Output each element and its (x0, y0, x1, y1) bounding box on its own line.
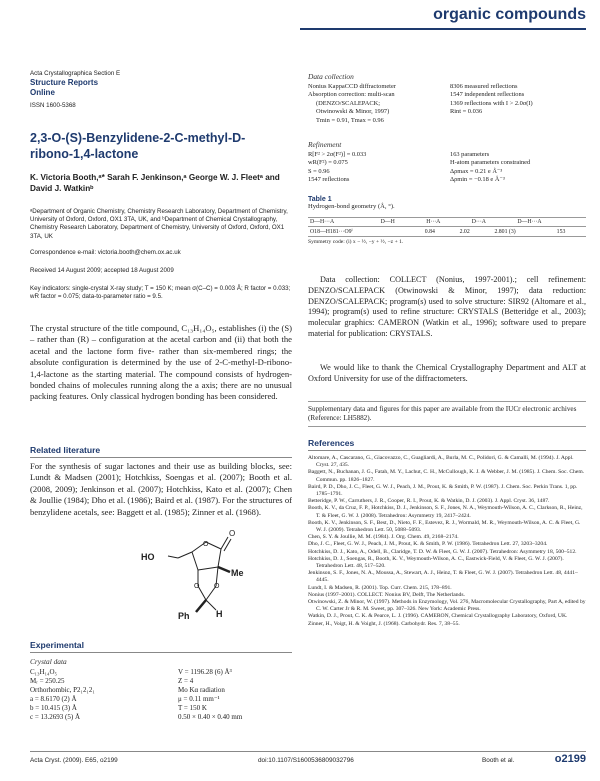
related-rule (30, 457, 292, 458)
reference-item: Watkin, D. J., Prout, C. K. & Pearce, L. J. (1996). CAMERON, Chemical Crystallography Laboratory, Oxford, UK. (308, 613, 568, 620)
dc-param: (DENZO/SCALEPACK; (316, 99, 381, 107)
reference-item: Lundt, I. & Madsen, R. (2001). Top. Curr. Chem. 215, 178–891. (308, 584, 452, 591)
chemical-structure (140, 520, 275, 625)
reference-item: Booth, K. V., da Cruz, F. P., Hotchkiss, D. J., Jenkinson, S. F., Jones, N. A., Weymouth-Wilson, A. C., Clarkson, R., Heinz, T. & Fleet, G. W. J. (2008). Tetrahedron: Asymmetry 19, 2417–2424. (308, 505, 583, 519)
table-rule (308, 226, 586, 227)
authors: K. Victoria Booth,ᵃ* Sarah F. Jenkinson,ᵃ George W. J. Fleetᵃ and David J. Watkinᵇ (30, 173, 280, 193)
reference-item: Betteridge, P. W., Carruthers, J. R., Cooper, R. I., Prout, K. & Watkin, D. J. (2003). J. Appl. Cryst. 36, 1487. (308, 498, 550, 505)
online-label: Online (30, 88, 55, 98)
reference-item: Dho, J. C., Fleet, G. W. J., Peach, J. M., Prout, K. & Smith, P. W. (1986). Tetrahedron Lett. 27, 3203–3204. (308, 541, 548, 548)
acetal-oxygen-left-label: O (194, 583, 200, 590)
crystal-param: 0.50 × 0.40 × 0.40 mm (178, 713, 243, 721)
references-rule (308, 450, 586, 451)
crystal-data-heading: Crystal data (30, 657, 67, 666)
supplementary-box (308, 401, 586, 426)
refinement-heading: Refinement (308, 140, 342, 149)
crystal-param: c = 13.2693 (5) Å (30, 713, 81, 721)
bond (221, 537, 228, 549)
bond (218, 549, 221, 567)
abstract: The crystal structure of the title compound, C₁₃H₁₄O₅, establishes (i) the (S) – rather than (R) – configuration at the acetal carbon and (ii) that both the acetal and the lactone form five- rather than six-membered rings; the absolute configuration is determined by the use of 2-C-methyl-D-ribono-1,4-lactone as the starting material. The compound consists of hydrogen-bonded chains of molecules running along the a axis; there are no unusual packing features. Only classical hydrogen bonding has been considered. (30, 323, 292, 402)
related-text: For the synthesis of sugar lactones and their use as building blocks, see: Lundt & Madsen (2001); Hotchkiss, Soengas et al. (2007); Booth et al. (2008, 2009); Jenkinson et al. (2007); Hotchkiss, Kato et al. (2007); Chen & Joullie (1984); Dho et al. (1986); Baird et al. (1987). For the structures of benzylidene acetals, see: Baggett et al. (1985); Zinner et al. (1968). (30, 461, 292, 517)
table-header-cell: D—H···A (310, 218, 335, 225)
bond (206, 600, 216, 610)
reference-item: Hotchkiss, D. J., Kato, A., Odell, B., Claridge, T. D. W. & Fleet, G. W. J. (2007). Tetrahedron: Asymmetry 18, 500–512. (308, 548, 577, 555)
hbond-table (308, 218, 586, 226)
article-title: 2,3-O-(S)-Benzylidene-2-C-methyl-D-ribono-1,4-lactone (30, 131, 246, 161)
issn: ISSN 1600-5368 (30, 102, 76, 110)
crystal-data-left (30, 668, 160, 722)
ref-param: R[F² > 2σ(F²)] = 0.033 (308, 151, 367, 158)
related-heading: Related literature (30, 445, 292, 458)
journal-name: Acta Crystallographica Section E (30, 70, 121, 77)
table1-caption: Hydrogen-bond geometry (Å, °). (308, 203, 395, 210)
dc-param: Rint = 0.036 (450, 108, 483, 116)
footer-authors: Booth et al. (482, 757, 515, 764)
reference-item: Zinner, H., Voigt, H. & Voight, J. (1968). Carbohydr. Res. 7, 38–55. (308, 620, 460, 627)
supp-rule-bottom (308, 426, 586, 427)
footer-page: o2199 (554, 753, 586, 765)
table-cell: 0.84 (424, 229, 435, 236)
crystal-param: T = 150 K (178, 704, 207, 712)
refinement-right (450, 151, 586, 185)
table-header-cell: D—H···A (517, 218, 542, 225)
crystal-param: Orthorhombic, P2₁2₁2₁ (30, 686, 95, 694)
data-collection-left (308, 83, 448, 125)
bond (218, 567, 230, 572)
journal-meta (30, 70, 292, 110)
table-rule (308, 236, 586, 237)
correspondence: Correspondence e-mail: victoria.booth@chem.ox.ac.uk (30, 249, 181, 256)
ref-param: 1547 reflections (308, 176, 350, 184)
dc-param: Tmin = 0.91, Tmax = 0.96 (316, 116, 384, 124)
table-cell: 2.02 (459, 229, 470, 236)
bond (178, 552, 192, 558)
ref-param: H-atom parameters constrained (450, 159, 531, 167)
footer-rule (30, 751, 586, 752)
table-header-row (308, 218, 586, 226)
ph-label: Ph (178, 611, 190, 621)
dc-param: Nonius KappaCCD diffractometer (308, 83, 396, 90)
table1 (308, 196, 586, 246)
ho-label: HO (141, 552, 155, 562)
ref-param: Δρmin = −0.18 e Å⁻³ (450, 176, 505, 184)
crystal-param: b = 10.415 (3) Å (30, 704, 77, 712)
data-collection-heading: Data collection (308, 72, 354, 81)
references-list (308, 455, 586, 628)
bond (192, 552, 198, 570)
crystal-param: V = 1196.28 (6) Å³ (178, 668, 232, 676)
key-indicators: Key indicators: single-crystal X-ray study; T = 150 K; mean σ(C–C) = 0.003 Å; R factor = 0.033; wR factor = 0.075; data-to-parameter ratio = 9.5. (30, 285, 291, 301)
data-collection-text: Data collection: COLLECT (Nonius, 1997-2001).; cell refinement: DENZO/SCALEPACK (Otwinowski & Minor, 1997); data reduction: DENZO/SCALEPACK; program(s) used to solve structure: SIR92 (Altomare et al., 1994); program(s) used to refine structure: CRYSTALS (Betteridge et al., 2003); molecular graphics: CAMERON (Watkin et al., 1996); software used to prepare material for publication: CRYSTALS. (308, 275, 586, 338)
reference-item: Booth, K. V., Jenkinson, S. F., Best, D., Nieto, F. F., Estevez, R. J., Wormald, M. R., Weymouth-Wilson, A. C. & Fleet, G. W. J. (2009). Tetrahedron Lett. 50, 5088–5093. (308, 519, 581, 534)
header-title: organic compounds (433, 6, 586, 23)
hbond-table-body (308, 228, 586, 236)
received-date: Received 14 August 2009; accepted 18 August 2009 (30, 267, 174, 274)
h-label: H (216, 609, 223, 619)
table1-footnote: Symmetry code: (i) x − ½, −y + ½, −z + 1. (308, 238, 404, 245)
table-header-cell: D···A (471, 218, 486, 225)
reference-item: Baird, P. D., Dho, J. C., Fleet, G. W. J., Peach, J. M., Prout, K. & Smith, P. W. (1987). J. Chem. Soc. Perkin Trans. 1, pp. 1785–1791. (308, 483, 578, 498)
crystal-param: C₁₃H₁₄O₅ (30, 668, 57, 676)
ref-param: Δρmax = 0.21 e Å⁻³ (450, 167, 503, 175)
dc-param: 1547 independent reflections (450, 91, 525, 99)
ref-param: S = 0.96 (308, 167, 330, 175)
structure-reports: Structure Reports (30, 78, 99, 88)
footer-citation: Acta Cryst. (2009). E65, o2199 (30, 757, 118, 764)
bond (224, 539, 231, 551)
reference-item: Chen, S. Y. & Joullie, M. M. (1984). J. Org. Chem. 49, 2168–2174. (308, 534, 459, 541)
experimental-heading: Experimental (30, 640, 292, 653)
footer-doi: doi:10.1107/S1600536809032796 (258, 757, 354, 764)
acetal-oxygen-right-label: O (214, 583, 220, 590)
ref-param: wR(F²) = 0.075 (308, 159, 348, 167)
crystal-param: Mᵣ = 250.25 (30, 677, 65, 685)
carbonyl-oxygen-label: O (229, 529, 236, 538)
references-heading: References (308, 438, 586, 451)
crystal-param: Mo Kα radiation (178, 686, 225, 694)
experimental-rule (30, 652, 292, 653)
reference-item: Jenkinson, S. F., Jones, N. A., Moussa, A., Stewart, A. J., Heinz, T. & Fleet, G. W. J. (2007). Tetrahedron Lett. 48, 4441–4445. (308, 570, 578, 584)
acknowledgement: We would like to thank the Chemical Crystallography Department and ALT at Oxford University for use of the diffractometers. (308, 363, 586, 383)
crystal-param: a = 8.6170 (2) Å (30, 695, 77, 703)
dc-param: Absorption correction: multi-scan (308, 91, 395, 99)
table1-title: Table 1 (308, 196, 332, 203)
data-collection-right (450, 83, 586, 117)
reference-item: Otwinowski, Z. & Minor, W. (1997). Methods in Enzymology, Vol. 276, Macromolecular Crystallography, Part A, edited by C. W. Carter Jr & R. M. Sweet, pp. 307–326. New York: Academic Press. (308, 599, 586, 613)
affiliations: ᵃDepartment of Organic Chemistry, Chemistry Research Laboratory, Department of Chemistry, University of Oxford, Oxford, OX1 3TA, UK, and ᵇDepartment of Chemical Crystallography, Chemistry Research Laboratory, Department of Chemistry, University of Oxford, Oxford, OX1 3TA, UK (30, 208, 288, 240)
reference-item: Nonius (1997–2001). COLLECT. Nonius BV, Delft, The Netherlands. (308, 591, 465, 598)
crystal-param: μ = 0.11 mm⁻¹ (178, 695, 220, 703)
dc-param: 1369 reflections with I > 2.0σ(I) (450, 99, 533, 107)
reference-item: Altomare, A., Cascarano, G., Giacovazzo, C., Guagliardi, A., Burla, M. C., Polidori, G. & Camalli, M. (1994). J. Appl. Cryst. 27, 435. (308, 455, 574, 469)
reference-item: Baggett, N., Buchanan, J. G., Fatah, M. Y., Lachut, C. H., McCullough, K. J. & Webber, J. M. (1985). J. Chem. Soc. Chem. Commun. pp. 1826–1827. (308, 469, 585, 483)
dc-param: 8306 measured reflections (450, 83, 518, 90)
table-cell: 2.801 (3) (494, 229, 516, 236)
reference-item: Hotchkiss, D. J., Soengas, R., Booth, K. V., Weymouth-Wilson, A. C., Eastwick-Field, V. & Fleet, G. W. J. (2007). Tetrahedron Lett. 48, 517–520. (308, 555, 564, 570)
crystal-data-right (178, 668, 296, 722)
table-header-cell: H···A (426, 218, 441, 225)
bond (196, 600, 206, 612)
header-rule (300, 28, 586, 30)
ref-param: 163 parameters (450, 151, 490, 158)
supplementary-text: Supplementary data and figures for this paper are available from the IUCr electronic archives (Reference: LH5882). (308, 404, 577, 422)
refinement-left (308, 151, 448, 185)
crystal-param: Z = 4 (178, 677, 194, 685)
me-label: Me (231, 568, 244, 578)
dc-param: Otwinowski & Minor, 1997) (316, 108, 390, 116)
table-header-cell: D—H (380, 218, 395, 225)
table-cell: O18—H181···O9ⁱ (310, 229, 353, 236)
bond (198, 567, 218, 570)
ring-oxygen-label: O (203, 541, 209, 548)
table-cell: 153 (556, 229, 566, 236)
table-row (308, 228, 586, 236)
bond (168, 556, 178, 558)
